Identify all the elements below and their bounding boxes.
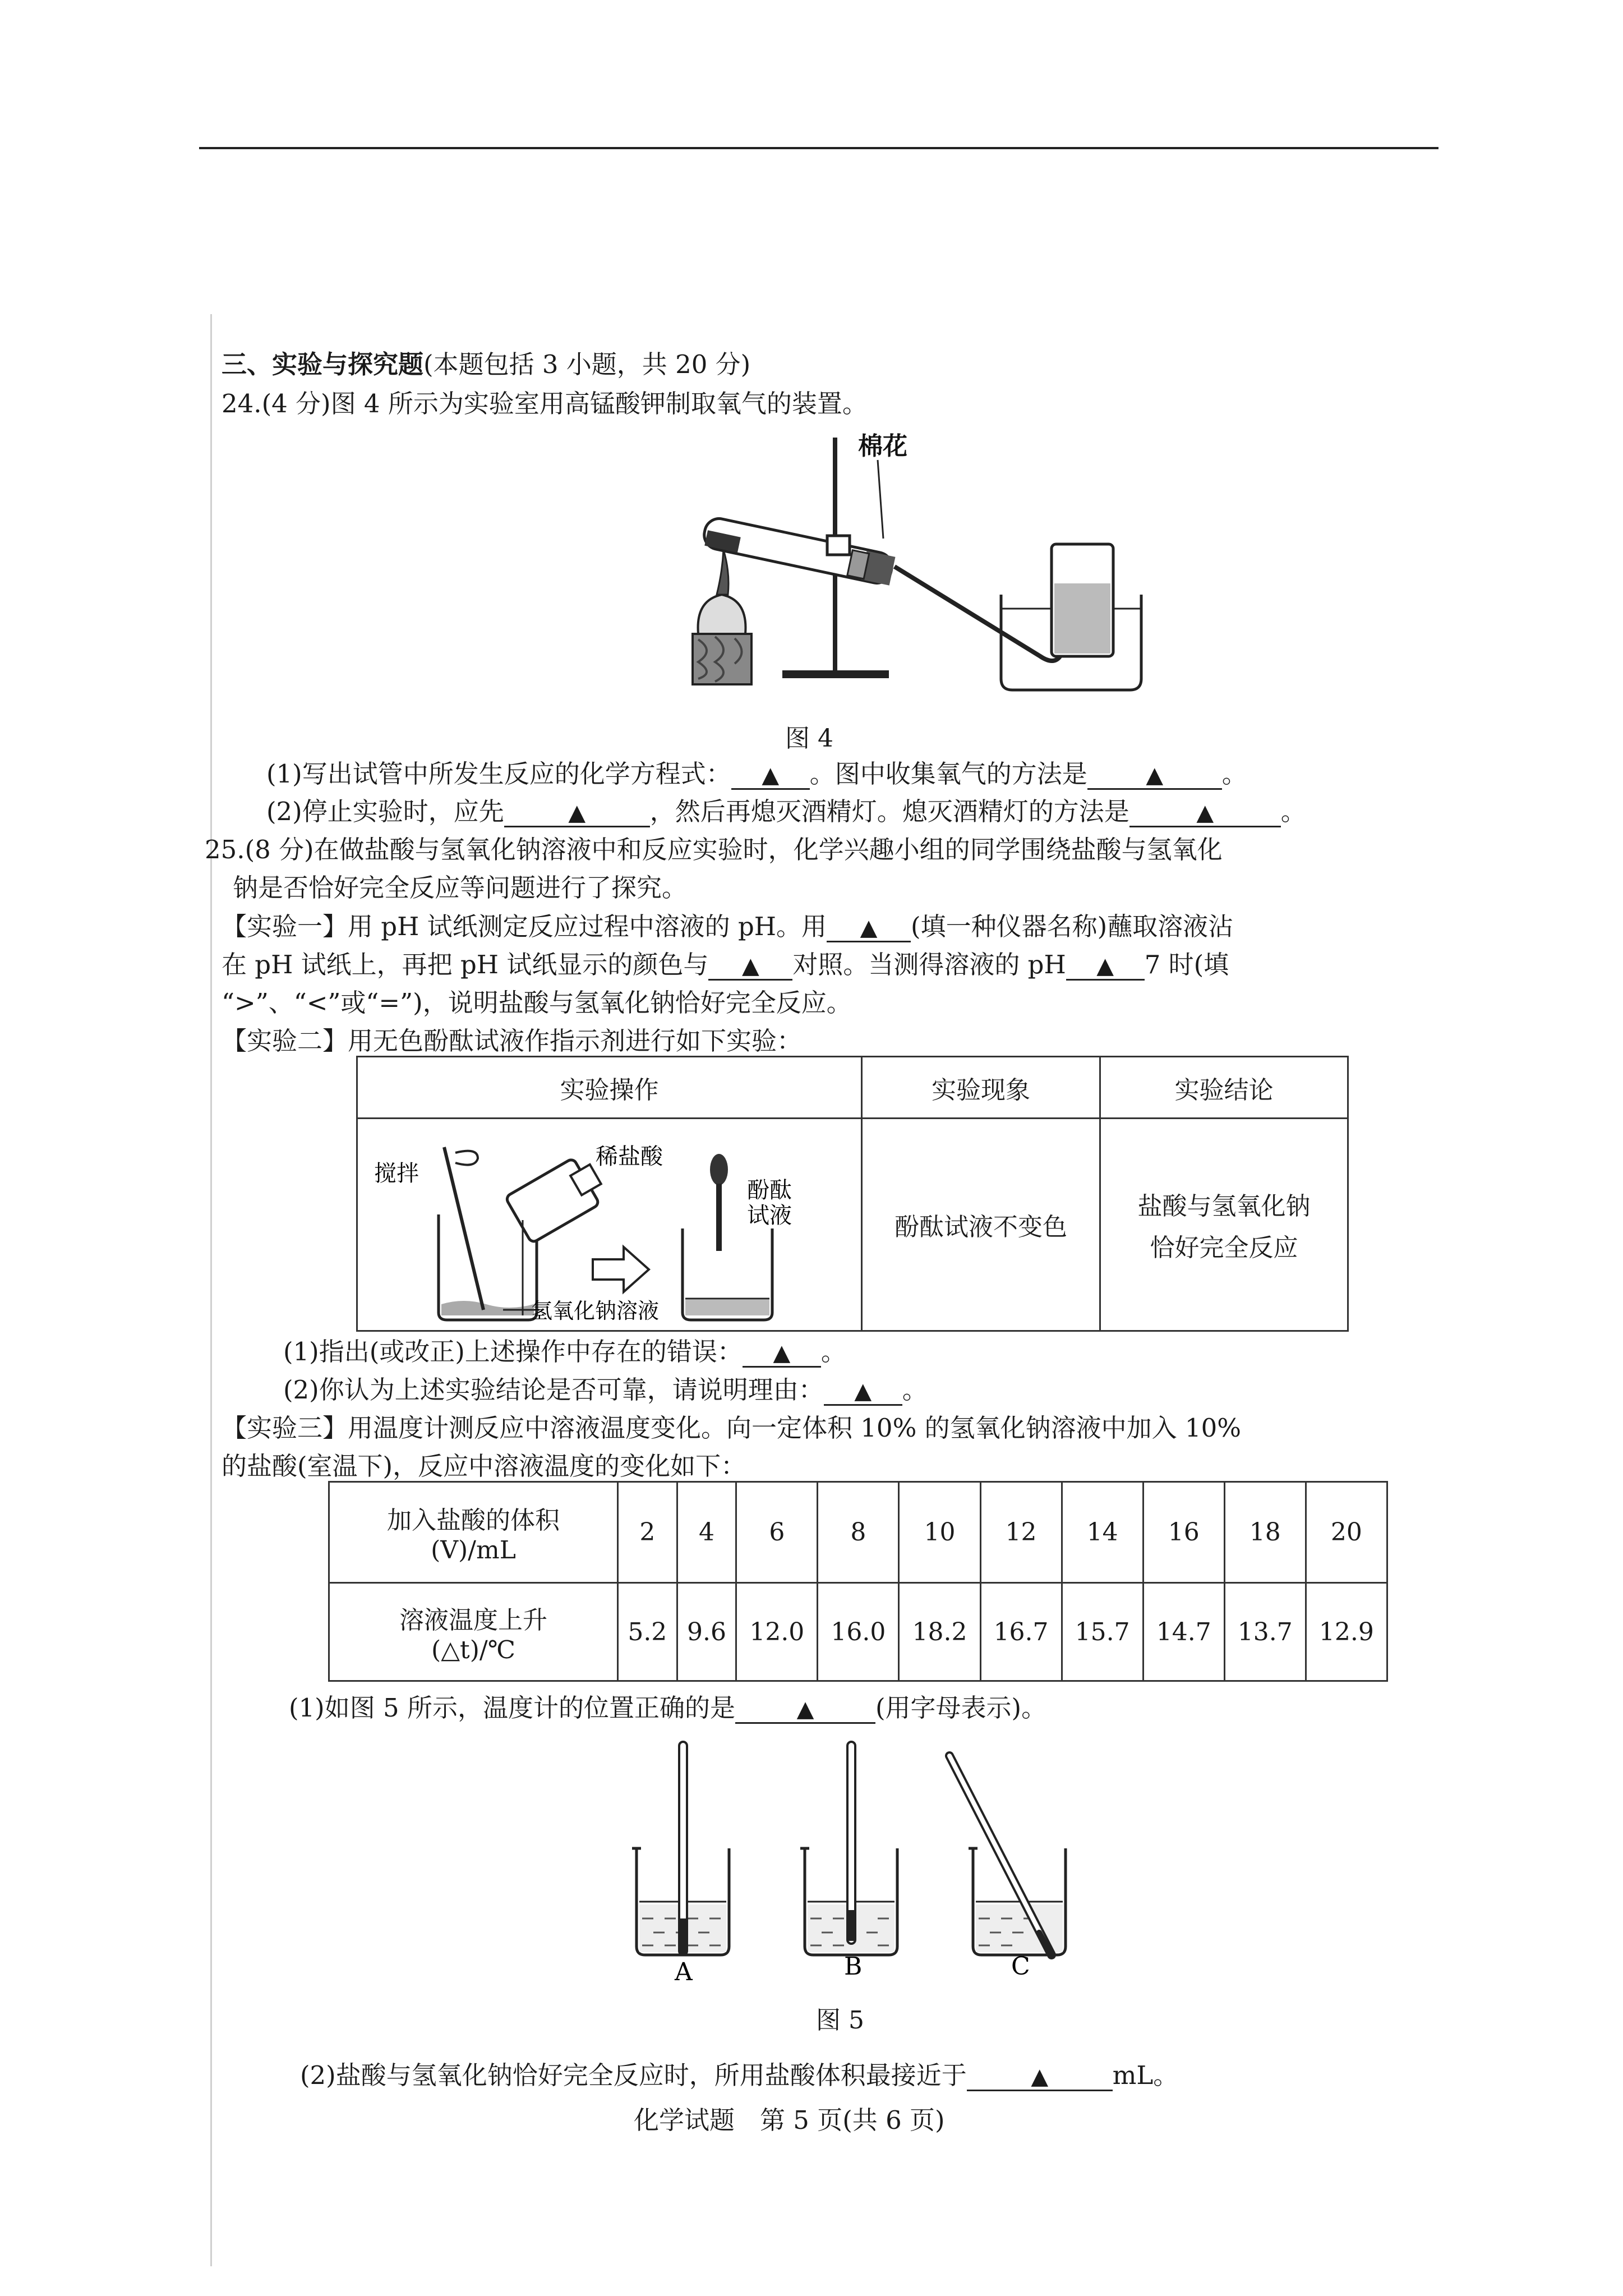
blank-mark: ▲ xyxy=(860,915,878,941)
temperature-cell: 12.0 xyxy=(736,1583,818,1681)
temperature-cell: 16.0 xyxy=(818,1583,899,1681)
answer-blank[interactable] xyxy=(504,799,650,827)
volume-cell: 16 xyxy=(1143,1482,1224,1583)
label-c: C xyxy=(1011,1952,1030,1980)
beaker-b xyxy=(800,1742,897,1955)
blank-mark: ▲ xyxy=(568,800,586,826)
volume-row xyxy=(329,1482,1387,1583)
blank-mark: ▲ xyxy=(1146,762,1164,788)
blank-mark: ▲ xyxy=(1096,953,1114,979)
section-header xyxy=(222,348,750,381)
temperature-cell: 18.2 xyxy=(899,1583,980,1681)
header-conclusion: 实验结论 xyxy=(1100,1057,1348,1119)
answer-blank[interactable] xyxy=(1129,799,1281,827)
header-operation: 实验操作 xyxy=(357,1057,862,1119)
scan-edge xyxy=(210,314,212,2266)
temperature-cell: 15.7 xyxy=(1062,1583,1143,1681)
q25-stem-1: 25.(8 分)在做盐酸与氢氧化钠溶液中和反应实验时，化学兴趣小组的同学围绕盐酸与氢氧化 xyxy=(205,835,1223,864)
answer-blank[interactable] xyxy=(1087,761,1222,790)
experiment-table xyxy=(356,1056,1349,1332)
q24-part2: (2)停止实验时，应先 ▲ ，然后再熄灭酒精灯。熄灭酒精灯的方法是 ▲ 。 xyxy=(266,797,1306,826)
answer-blank[interactable] xyxy=(743,1339,821,1368)
volume-cell: 8 xyxy=(818,1482,899,1583)
reagent-label: 试液 xyxy=(746,1203,792,1228)
volume-cell: 18 xyxy=(1224,1482,1306,1583)
blank-mark: ▲ xyxy=(773,1340,791,1366)
answer-blank[interactable] xyxy=(1066,952,1145,981)
hcl-label: 稀盐酸 xyxy=(595,1144,663,1170)
naoh-label: 氢氧化钠溶液 xyxy=(531,1299,659,1323)
exp3-line-1: 【实验三】用温度计测反应中溶液温度变化。向一定体积 10% 的氢氧化钠溶液中加入 10% xyxy=(222,1413,1241,1443)
phenolphthalein-label: 酚酞 xyxy=(746,1177,792,1203)
stir-label: 搅拌 xyxy=(374,1161,419,1186)
volume-cell: 2 xyxy=(618,1482,677,1583)
volume-cell: 4 xyxy=(677,1482,736,1583)
q24-part1: (1)写出试管中所发生反应的化学方程式： ▲ 。图中收集氧气的方法是 ▲ 。 xyxy=(266,759,1247,789)
beaker-a xyxy=(632,1742,729,1955)
exp1-line-3: “>”、“<”或“=”)，说明盐酸与氢氧化钠恰好完全反应。 xyxy=(222,988,852,1018)
q24-stem: 24.(4 分)图 4 所示为实验室用高锰酸钾制取氧气的装置。 xyxy=(222,389,868,418)
conclusion-cell: 盐酸与氢氧化钠 恰好完全反应 xyxy=(1100,1119,1348,1331)
label-a: A xyxy=(675,1958,693,1980)
temperature-cell: 14.7 xyxy=(1143,1583,1224,1681)
answer-blank[interactable] xyxy=(967,2063,1113,2091)
answer-blank[interactable] xyxy=(731,761,810,790)
figure-4-apparatus xyxy=(614,426,1231,696)
temperature-cell: 16.7 xyxy=(980,1583,1062,1681)
titration-illustration xyxy=(360,1119,859,1324)
section-title: 三、实验与探究题 xyxy=(222,349,424,379)
header-phenomenon: 实验现象 xyxy=(862,1057,1100,1119)
exp2-part1: (1)指出(或改正)上述操作中存在的错误： ▲ 。 xyxy=(283,1337,846,1366)
blank-mark: ▲ xyxy=(762,762,780,788)
figure-5-caption: 图 5 xyxy=(816,2006,864,2035)
temperature-table xyxy=(328,1481,1388,1682)
blank-mark: ▲ xyxy=(741,953,759,979)
volume-cell: 10 xyxy=(899,1482,980,1583)
volume-cell: 12 xyxy=(980,1482,1062,1583)
answer-blank[interactable] xyxy=(827,914,911,942)
volume-header: 加入盐酸的体积 (V)/mL xyxy=(329,1482,618,1583)
figure-4-caption: 图 4 xyxy=(785,724,833,753)
top-rule xyxy=(199,147,1438,149)
page-footer: 化学试题 第 5 页(共 6 页) xyxy=(634,2105,945,2135)
answer-blank[interactable] xyxy=(824,1377,902,1406)
blank-mark: ▲ xyxy=(854,1378,872,1404)
volume-cell: 20 xyxy=(1306,1482,1387,1583)
exp1-line-1: 【实验一】用 pH 试纸测定反应过程中溶液的 pH。用 ▲ (填一种仪器名称)蘸取溶液沾 xyxy=(222,912,1234,941)
q25-stem-2: 钠是否恰好完全反应等问题进行了探究。 xyxy=(233,873,688,903)
figure-5-thermometers xyxy=(625,1733,1186,1980)
phenomenon-cell: 酚酞试液不变色 xyxy=(862,1119,1100,1331)
blank-mark: ▲ xyxy=(796,1696,814,1722)
section-note: (本题包括 3 小题，共 20 分) xyxy=(423,349,751,379)
exp1-line-2: 在 pH 试纸上，再把 pH 试纸显示的颜色与 ▲ 对照。当测得溶液的 pH ▲ 7 时(填 xyxy=(222,950,1229,979)
temperature-cell: 13.7 xyxy=(1224,1583,1306,1681)
blank-mark: ▲ xyxy=(1196,800,1214,826)
exp2-intro: 【实验二】用无色酚酞试液作指示剂进行如下实验： xyxy=(222,1026,803,1056)
beaker-c xyxy=(949,1756,1066,1955)
exp3-part2: (2)盐酸与氢氧化钠恰好完全反应时，所用盐酸体积最接近于 ▲ mL。 xyxy=(300,2060,1179,2090)
temperature-header: 溶液温度上升 (△t)/℃ xyxy=(329,1583,618,1681)
volume-cell: 6 xyxy=(736,1482,818,1583)
exp2-part2: (2)你认为上述实验结论是否可靠，请说明理由： ▲ 。 xyxy=(283,1375,928,1405)
exp3-line-2: 的盐酸(室温下)，反应中溶液温度的变化如下： xyxy=(222,1451,746,1481)
temperature-cell: 9.6 xyxy=(677,1583,736,1681)
answer-blank[interactable] xyxy=(735,1695,875,1724)
cotton-label: 棉花 xyxy=(858,432,907,461)
blank-mark: ▲ xyxy=(1031,2064,1049,2090)
label-b: B xyxy=(844,1952,863,1980)
temperature-row xyxy=(329,1583,1387,1681)
operation-cell xyxy=(357,1119,862,1331)
volume-cell: 14 xyxy=(1062,1482,1143,1583)
temperature-cell: 12.9 xyxy=(1306,1583,1387,1681)
temperature-cell: 5.2 xyxy=(618,1583,677,1681)
answer-blank[interactable] xyxy=(708,952,792,981)
exp3-part1: (1)如图 5 所示，温度计的位置正确的是 ▲ (用字母表示)。 xyxy=(289,1693,1047,1723)
